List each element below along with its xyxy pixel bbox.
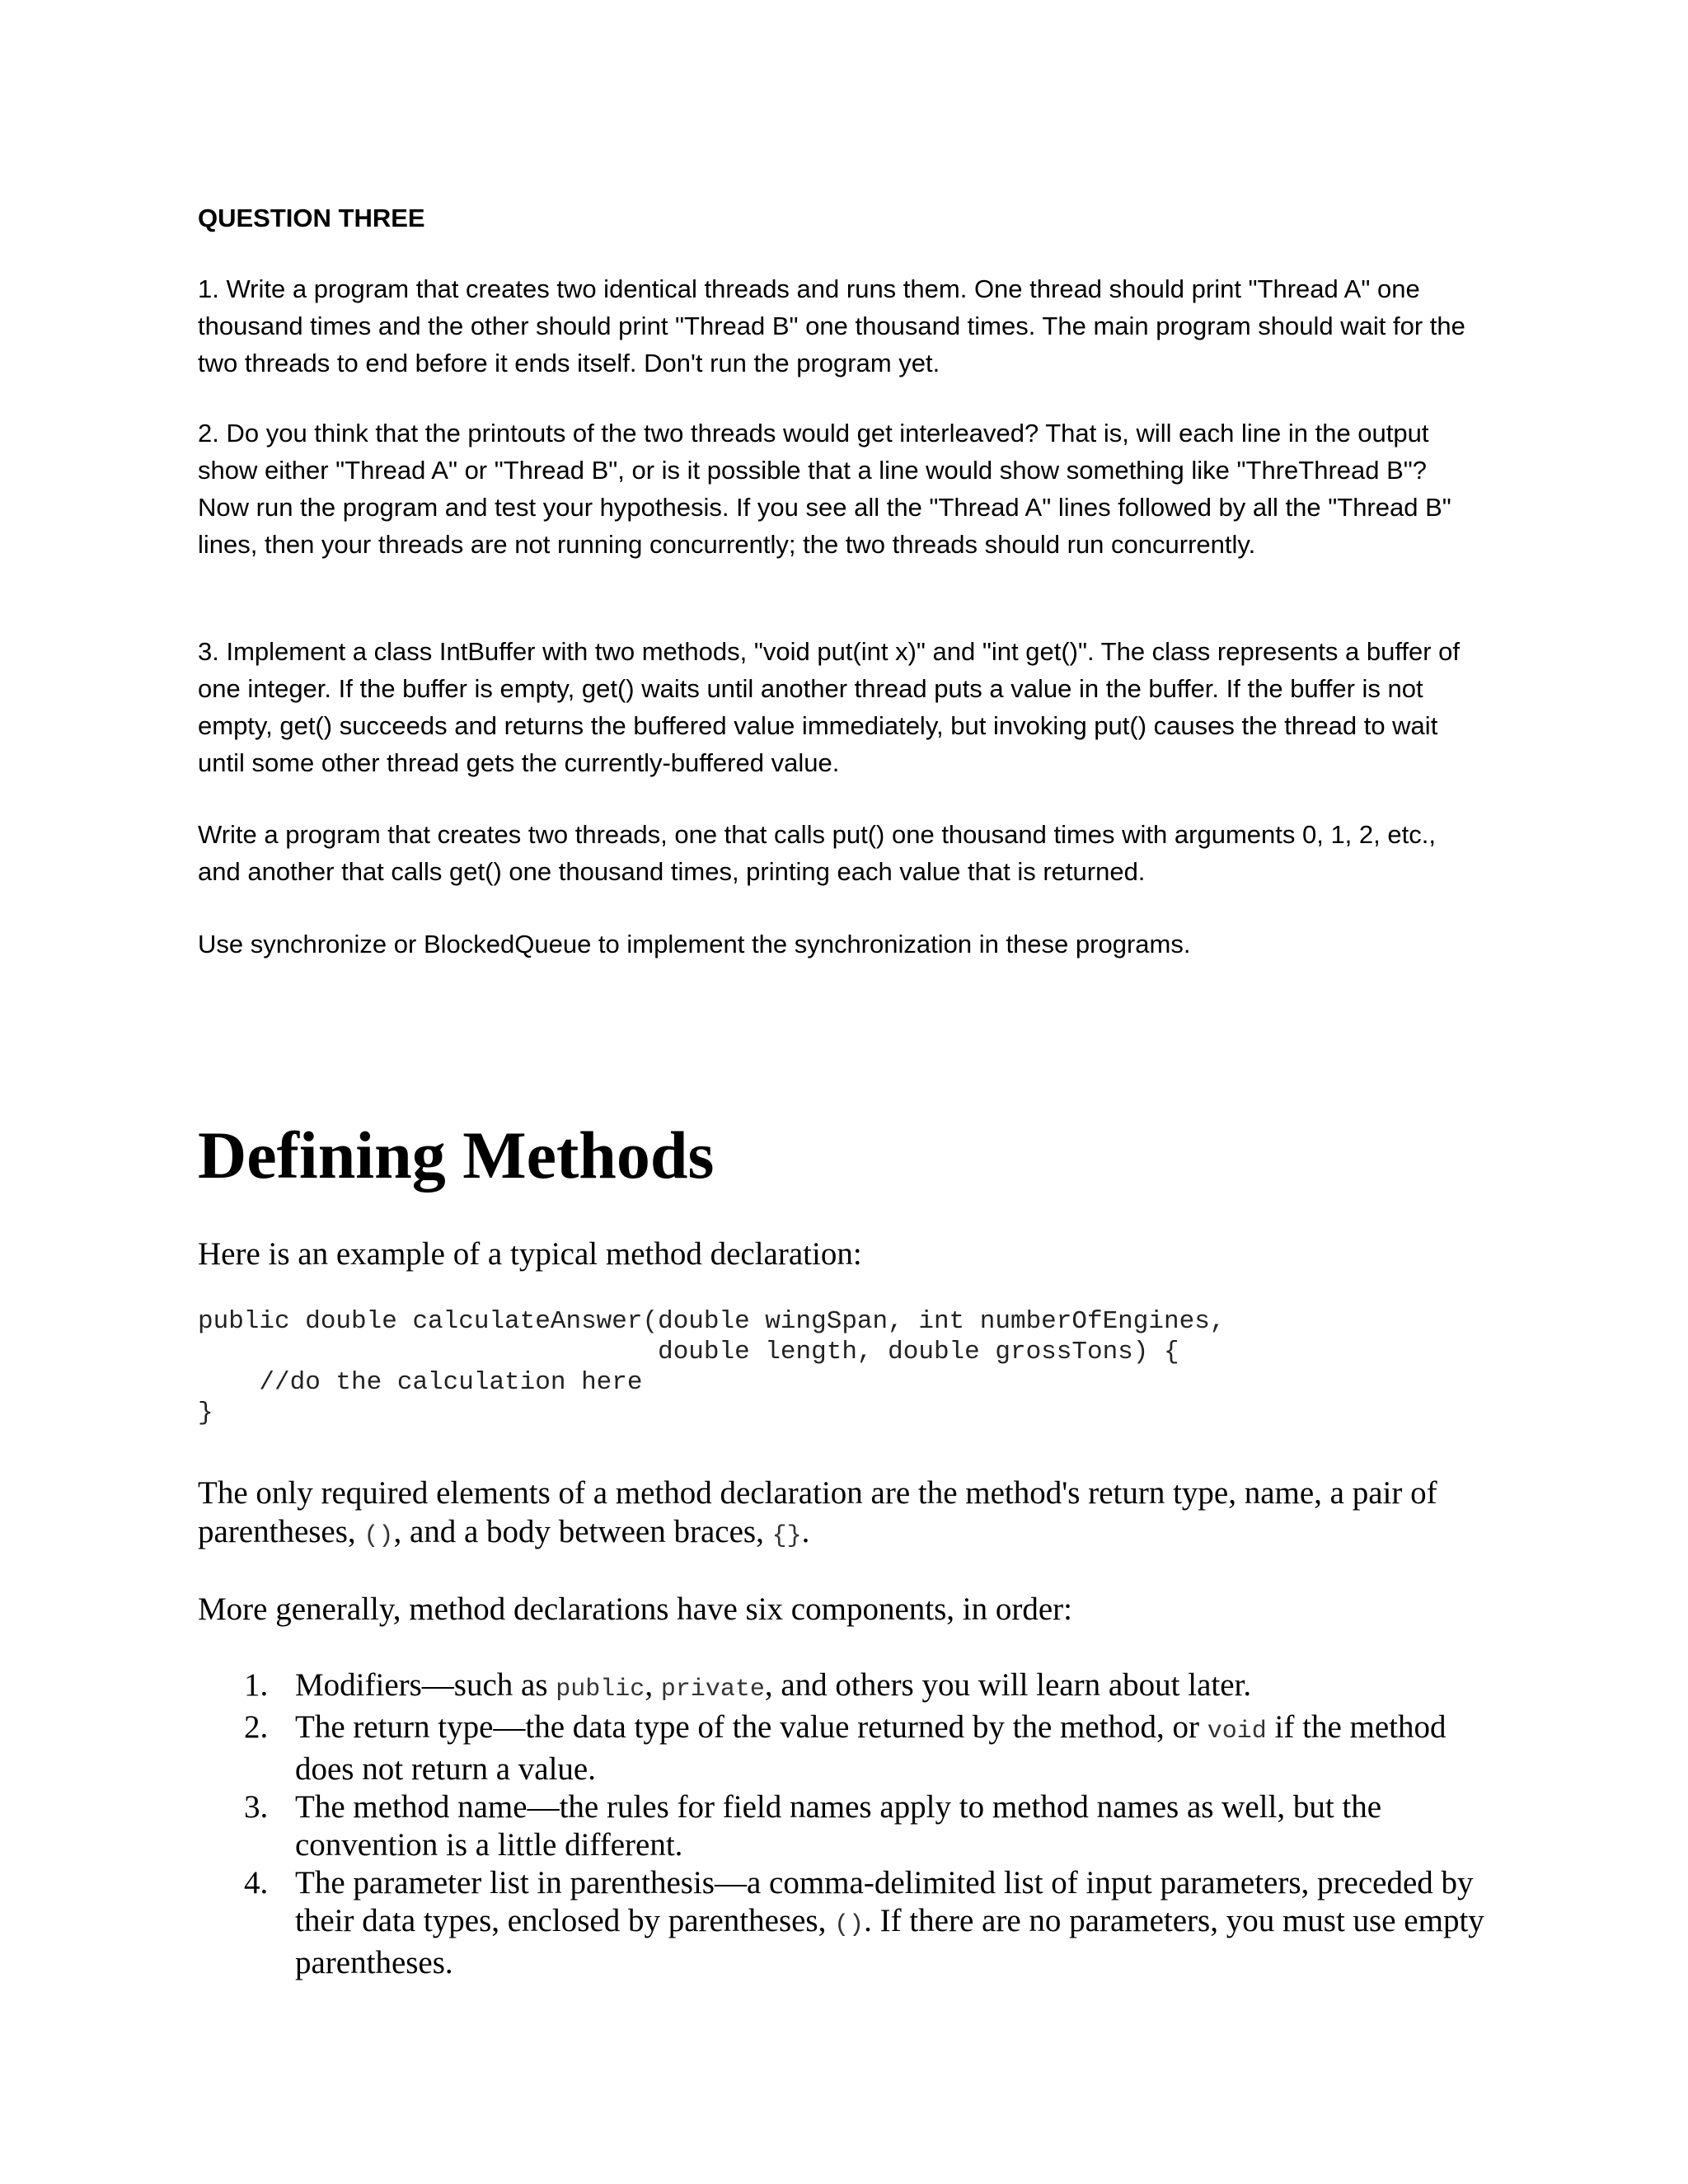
list-item-number: 1. xyxy=(244,1667,269,1703)
code-block: public double calculateAnswer(double wingSpan, int numberOfEngines, double length, double grossTons) { //do the calculation here } xyxy=(198,1307,1226,1427)
question-title: QUESTION THREE xyxy=(198,204,425,232)
components-list xyxy=(198,1666,1500,1982)
section-intro: Here is an example of a typical method declaration: xyxy=(198,1236,862,1272)
required-text-before: The only required elements of a method declaration are the method's return type, name, a pair of parentheses, xyxy=(198,1475,1437,1549)
list-item-text: The parameter list in parenthesis—a comma-delimited list of input parameters, preceded by their data types, enclosed by parentheses, xyxy=(295,1865,1474,1938)
question-paragraph-5: Use synchronize or BlockedQueue to implement the synchronization in these programs. xyxy=(198,930,1191,958)
list-item xyxy=(198,1708,1500,1788)
question-paragraph-2: 2. Do you think that the printouts of the two threads would get interleaved? That is, will each line in the output show either "Thread A" or "Thread B", or is it possible that a line would show something like "ThreThread B"? Now run the program and test your hypothesis. If you see all the "Thread A" lines followed by all the "Thread B" lines, then your threads are not running concurrently; the two threads should run concurrently. xyxy=(198,419,1451,559)
private-code: private xyxy=(660,1675,765,1704)
required-elements-paragraph xyxy=(198,1474,1500,1556)
list-item-number: 3. xyxy=(244,1789,269,1825)
question-paragraph-3: 3. Implement a class IntBuffer with two methods, "void put(int x)" and "int get()". The class represents a buffer of one integer. If the buffer is empty, get() waits until another thread puts a value in the buffer. If the buffer is not empty, get() succeeds and returns the buffered value immediately, but invoking put() causes the thread to wait until some other thread gets the currently-buffered value. xyxy=(198,637,1461,777)
parentheses-code: () xyxy=(363,1522,394,1550)
section-heading: Defining Methods xyxy=(198,1118,715,1193)
void-code: void xyxy=(1207,1718,1267,1746)
list-item-number: 2. xyxy=(244,1709,269,1745)
list-item-text: if the method does not return a value. xyxy=(295,1709,1447,1787)
required-text-middle: , and a body between braces, xyxy=(393,1514,772,1549)
required-text-after: . xyxy=(801,1514,810,1549)
list-item-text: . If there are no parameters, you must use empty parentheses. xyxy=(295,1903,1484,1980)
braces-code: {} xyxy=(771,1522,802,1550)
question-paragraph-1: 1. Write a program that creates two identical threads and runs them. One thread should print "Thread A" one thousand times and the other should print "Thread B" one thousand times. The main program should wait for the two threads to end before it ends itself. Don't run the program yet. xyxy=(198,274,1465,377)
list-item-text: , xyxy=(645,1667,661,1703)
list-item-number: 4. xyxy=(244,1865,269,1900)
list-item-text: The method name—the rules for field names apply to method names as well, but the convention is a little different. xyxy=(295,1789,1382,1863)
general-paragraph: More generally, method declarations have six components, in order: xyxy=(198,1591,1072,1627)
parentheses-code: () xyxy=(834,1911,865,1939)
list-item-text: The return type—the data type of the value returned by the method, or xyxy=(295,1709,1207,1745)
public-code: public xyxy=(556,1675,645,1704)
list-item xyxy=(198,1666,1500,1708)
question-paragraph-4: Write a program that creates two threads, one that calls put() one thousand times with arguments 0, 1, 2, etc., and another that calls get() one thousand times, printing each value that is returned. xyxy=(198,820,1436,886)
list-item-text: , and others you will learn about later. xyxy=(764,1667,1252,1703)
list-item xyxy=(198,1788,1500,1864)
list-item-text: Modifiers—such as xyxy=(295,1667,556,1703)
list-item xyxy=(198,1864,1500,1982)
